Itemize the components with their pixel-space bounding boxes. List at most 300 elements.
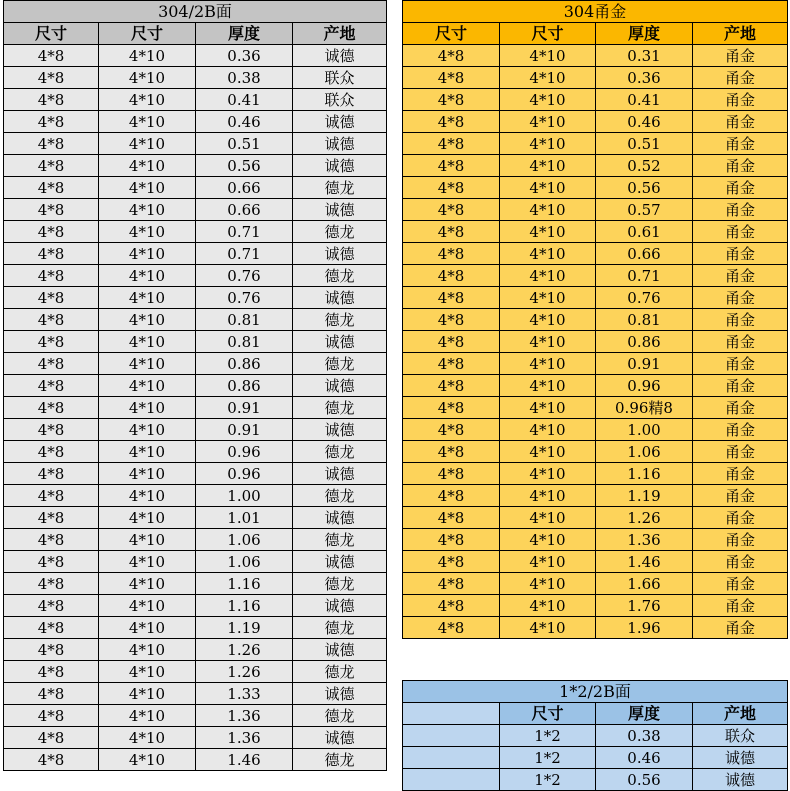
table-cell[interactable]: 4*8 (403, 507, 500, 529)
table-cell[interactable]: 4*10 (99, 265, 196, 287)
table-cell[interactable]: 4*10 (99, 749, 196, 771)
table-cell[interactable]: 4*8 (4, 529, 99, 551)
table-cell[interactable]: 4*8 (403, 331, 500, 353)
table-row (4, 485, 387, 507)
table-cell[interactable]: 甬金 (693, 89, 788, 111)
table-cell[interactable]: 4*8 (4, 661, 99, 683)
table-cell[interactable]: 0.56 (596, 177, 693, 199)
table-cell[interactable]: 0.96 (196, 441, 293, 463)
table-row (403, 89, 788, 111)
table-cell[interactable] (403, 769, 500, 791)
table-cell[interactable]: 0.41 (196, 89, 293, 111)
table-cell[interactable]: 甬金 (693, 595, 788, 617)
table-cell[interactable]: 诚德 (293, 595, 387, 617)
table-cell[interactable]: 诚德 (293, 375, 387, 397)
table-cell[interactable]: 0.81 (196, 331, 293, 353)
table-cell[interactable]: 0.66 (196, 199, 293, 221)
table-cell[interactable]: 德龙 (293, 749, 387, 771)
table-title-row (4, 1, 387, 23)
table-cell[interactable]: 0.36 (596, 67, 693, 89)
table-cell[interactable]: 1.26 (196, 639, 293, 661)
column-header: 厚度 (596, 23, 693, 45)
table-cell[interactable]: 4*8 (403, 573, 500, 595)
table-cell[interactable]: 1.00 (196, 485, 293, 507)
table-cell[interactable]: 甬金 (693, 265, 788, 287)
table-cell[interactable]: 4*10 (99, 375, 196, 397)
table-cell[interactable]: 4*8 (403, 45, 500, 67)
table-cell[interactable]: 甬金 (693, 177, 788, 199)
spacer (402, 662, 787, 680)
table-cell[interactable]: 4*10 (99, 353, 196, 375)
table-row (403, 485, 788, 507)
table-cell[interactable]: 4*10 (99, 199, 196, 221)
table-cell[interactable]: 4*8 (403, 595, 500, 617)
table-cell[interactable]: 4*8 (4, 221, 99, 243)
table-cell[interactable]: 4*10 (500, 199, 596, 221)
table-cell[interactable]: 4*10 (99, 221, 196, 243)
table-cell[interactable]: 诚德 (293, 639, 387, 661)
table-cell[interactable]: 4*10 (99, 683, 196, 705)
table-cell[interactable]: 1.19 (596, 485, 693, 507)
table-cell[interactable]: 4*8 (4, 45, 99, 67)
table-cell[interactable]: 甬金 (693, 485, 788, 507)
table-cell[interactable]: 诚德 (293, 45, 387, 67)
table-cell[interactable]: 0.71 (596, 265, 693, 287)
table-cell[interactable]: 4*10 (99, 133, 196, 155)
table-cell[interactable]: 诚德 (293, 463, 387, 485)
table-cell[interactable]: 4*8 (4, 177, 99, 199)
table-cell[interactable]: 0.81 (196, 309, 293, 331)
table-cell[interactable]: 4*10 (500, 463, 596, 485)
table-cell[interactable]: 4*10 (99, 441, 196, 463)
table-row (4, 617, 387, 639)
table-cell[interactable]: 1*2 (500, 769, 596, 791)
table-cell[interactable]: 甬金 (693, 221, 788, 243)
table-cell[interactable]: 4*10 (99, 89, 196, 111)
table-304-yongjin (402, 0, 788, 639)
table-row (403, 265, 788, 287)
table-row (4, 749, 387, 771)
table-cell[interactable]: 德龙 (293, 353, 387, 375)
table-cell[interactable]: 0.91 (196, 397, 293, 419)
table-title-row (403, 681, 788, 703)
table-cell[interactable]: 4*10 (500, 595, 596, 617)
column-header: 尺寸 (4, 23, 99, 45)
table-cell[interactable]: 1.96 (596, 617, 693, 639)
table-cell[interactable]: 4*10 (500, 287, 596, 309)
table-cell[interactable]: 1.06 (196, 551, 293, 573)
table-row (4, 639, 387, 661)
table-cell[interactable]: 4*8 (4, 67, 99, 89)
table-row (4, 287, 387, 309)
table-row (4, 177, 387, 199)
table-cell[interactable]: 1.26 (596, 507, 693, 529)
table-cell[interactable]: 0.96 (196, 463, 293, 485)
table-cell[interactable]: 联众 (293, 89, 387, 111)
table-cell[interactable]: 4*8 (403, 89, 500, 111)
table-cell[interactable]: 4*10 (500, 617, 596, 639)
table-cell[interactable]: 0.57 (596, 199, 693, 221)
table-cell[interactable]: 4*10 (500, 551, 596, 573)
table-row (403, 747, 788, 769)
table-cell[interactable]: 4*10 (500, 89, 596, 111)
table-cell[interactable]: 4*8 (4, 375, 99, 397)
table-row (4, 463, 387, 485)
table-cell[interactable]: 4*8 (4, 155, 99, 177)
table-cell[interactable]: 0.51 (196, 133, 293, 155)
table-cell[interactable]: 4*10 (500, 331, 596, 353)
table-cell[interactable]: 1.06 (596, 441, 693, 463)
table-cell[interactable]: 甬金 (693, 573, 788, 595)
table-cell[interactable]: 4*8 (403, 485, 500, 507)
table-cell[interactable]: 诚德 (293, 111, 387, 133)
table-cell[interactable]: 德龙 (293, 661, 387, 683)
table-cell[interactable]: 甬金 (693, 353, 788, 375)
table-row (4, 661, 387, 683)
table-cell[interactable]: 4*10 (500, 133, 596, 155)
table-cell[interactable]: 甬金 (693, 331, 788, 353)
table-row (403, 287, 788, 309)
table-cell[interactable]: 4*8 (4, 463, 99, 485)
table-cell[interactable]: 1*2 (500, 747, 596, 769)
table-cell[interactable]: 0.38 (196, 67, 293, 89)
table-row (4, 419, 387, 441)
table-cell[interactable]: 4*10 (500, 529, 596, 551)
table-cell[interactable]: 1.76 (596, 595, 693, 617)
table-cell[interactable]: 0.66 (196, 177, 293, 199)
table-cell[interactable]: 0.66 (596, 243, 693, 265)
table-cell[interactable]: 4*8 (4, 133, 99, 155)
table-cell[interactable]: 德龙 (293, 309, 387, 331)
table-row (403, 441, 788, 463)
table-cell[interactable]: 4*10 (99, 287, 196, 309)
table-cell[interactable]: 4*8 (4, 89, 99, 111)
table-cell[interactable]: 甬金 (693, 617, 788, 639)
table-cell[interactable]: 4*10 (500, 221, 596, 243)
table-cell[interactable]: 4*8 (403, 353, 500, 375)
table-cell[interactable]: 甬金 (693, 375, 788, 397)
table-cell[interactable]: 4*10 (99, 507, 196, 529)
table-cell[interactable]: 1.00 (596, 419, 693, 441)
table-cell[interactable]: 4*8 (403, 243, 500, 265)
table-cell[interactable]: 4*8 (4, 595, 99, 617)
table-row (4, 243, 387, 265)
table-row (403, 725, 788, 747)
table-cell[interactable]: 德龙 (293, 221, 387, 243)
table-cell[interactable]: 4*10 (500, 177, 596, 199)
table-cell[interactable]: 德龙 (293, 265, 387, 287)
table-cell[interactable]: 1.06 (196, 529, 293, 551)
table-cell[interactable]: 4*8 (4, 705, 99, 727)
table-cell[interactable]: 德龙 (293, 177, 387, 199)
table-row (4, 155, 387, 177)
table-cell[interactable]: 联众 (693, 725, 788, 747)
table-cell[interactable]: 甬金 (693, 309, 788, 331)
table-cell[interactable]: 4*10 (500, 441, 596, 463)
table-cell[interactable]: 联众 (293, 67, 387, 89)
table-cell[interactable]: 诚德 (693, 769, 788, 791)
table-cell[interactable]: 4*8 (403, 375, 500, 397)
table-cell[interactable]: 4*10 (99, 485, 196, 507)
table-cell[interactable]: 甬金 (693, 133, 788, 155)
table-row (4, 309, 387, 331)
table-cell[interactable]: 4*8 (403, 463, 500, 485)
table-row (403, 309, 788, 331)
column-header: 产地 (693, 703, 788, 725)
table-cell[interactable]: 德龙 (293, 617, 387, 639)
table-cell[interactable]: 4*10 (500, 507, 596, 529)
table-cell[interactable]: 德龙 (293, 529, 387, 551)
table-row (4, 45, 387, 67)
table-cell[interactable]: 4*8 (4, 353, 99, 375)
table-cell[interactable]: 4*10 (500, 309, 596, 331)
table-cell[interactable]: 4*8 (4, 683, 99, 705)
table-cell[interactable]: 4*8 (403, 441, 500, 463)
table-cell[interactable]: 4*8 (403, 397, 500, 419)
table-cell[interactable]: 1.26 (196, 661, 293, 683)
header-row (4, 23, 387, 45)
table-cell[interactable]: 0.81 (596, 309, 693, 331)
table-cell[interactable]: 甬金 (693, 419, 788, 441)
table-cell[interactable]: 0.91 (196, 419, 293, 441)
table-cell[interactable]: 4*10 (99, 529, 196, 551)
table-cell[interactable]: 0.71 (196, 243, 293, 265)
table-row (403, 331, 788, 353)
table-cell[interactable]: 0.86 (196, 353, 293, 375)
table-cell[interactable]: 1.16 (196, 573, 293, 595)
table-cell[interactable]: 4*10 (500, 155, 596, 177)
table-cell[interactable]: 诚德 (293, 727, 387, 749)
table-cell[interactable]: 4*8 (403, 309, 500, 331)
table-cell[interactable]: 1.66 (596, 573, 693, 595)
table-cell[interactable]: 甬金 (693, 551, 788, 573)
table-cell[interactable]: 4*10 (99, 727, 196, 749)
table-cell[interactable]: 4*10 (500, 485, 596, 507)
table-cell[interactable]: 4*8 (4, 551, 99, 573)
table-cell[interactable]: 4*10 (500, 67, 596, 89)
table-cell[interactable]: 4*8 (403, 199, 500, 221)
table-cell[interactable]: 诚德 (293, 243, 387, 265)
table-cell[interactable]: 1*2 (500, 725, 596, 747)
table-cell[interactable]: 德龙 (293, 441, 387, 463)
table-cell[interactable]: 0.76 (196, 265, 293, 287)
table-cell[interactable]: 4*8 (4, 419, 99, 441)
table-cell[interactable]: 4*8 (403, 67, 500, 89)
column-header: 尺寸 (500, 23, 596, 45)
table-cell[interactable]: 0.36 (196, 45, 293, 67)
table-cell[interactable]: 4*10 (99, 45, 196, 67)
table-cell[interactable]: 0.52 (596, 155, 693, 177)
table-cell[interactable]: 4*8 (4, 265, 99, 287)
table-row (4, 595, 387, 617)
table-cell[interactable]: 1.16 (196, 595, 293, 617)
table-cell[interactable]: 0.41 (596, 89, 693, 111)
table-row (4, 111, 387, 133)
table-cell[interactable]: 诚德 (293, 419, 387, 441)
table-cell[interactable]: 4*10 (500, 111, 596, 133)
table-cell[interactable]: 诚德 (293, 507, 387, 529)
table-cell[interactable]: 4*10 (99, 309, 196, 331)
table-cell[interactable]: 4*10 (99, 639, 196, 661)
table-cell[interactable]: 4*10 (500, 265, 596, 287)
table-cell[interactable]: 甬金 (693, 155, 788, 177)
table-cell[interactable]: 诚德 (693, 747, 788, 769)
table-cell[interactable]: 甬金 (693, 67, 788, 89)
table-cell[interactable]: 4*10 (500, 573, 596, 595)
table-cell[interactable]: 4*8 (4, 573, 99, 595)
table-row (403, 573, 788, 595)
table-title: 1*2/2B面 (403, 681, 788, 703)
table-row (4, 441, 387, 463)
table-cell[interactable]: 0.46 (596, 111, 693, 133)
table-cell[interactable]: 4*10 (99, 243, 196, 265)
table-cell[interactable]: 4*10 (99, 397, 196, 419)
table-cell[interactable]: 德龙 (293, 573, 387, 595)
table-cell[interactable]: 4*8 (403, 111, 500, 133)
table-cell[interactable]: 4*10 (500, 397, 596, 419)
column-header: 厚度 (596, 703, 693, 725)
table-cell[interactable]: 4*10 (500, 375, 596, 397)
table-row (403, 617, 788, 639)
table-cell[interactable]: 诚德 (293, 551, 387, 573)
table-cell[interactable]: 4*8 (4, 199, 99, 221)
table-row (403, 155, 788, 177)
table-cell[interactable]: 0.86 (196, 375, 293, 397)
table-cell[interactable]: 诚德 (293, 155, 387, 177)
table-cell[interactable]: 诚德 (293, 287, 387, 309)
table-cell[interactable]: 1.36 (196, 727, 293, 749)
table-cell[interactable]: 4*10 (99, 551, 196, 573)
table-cell[interactable]: 4*10 (99, 111, 196, 133)
header-row (403, 23, 788, 45)
table-cell[interactable]: 4*8 (403, 529, 500, 551)
table-cell[interactable]: 1.19 (196, 617, 293, 639)
table-cell[interactable]: 1.46 (196, 749, 293, 771)
table-cell[interactable]: 甬金 (693, 111, 788, 133)
table-cell[interactable]: 0.56 (196, 155, 293, 177)
table-cell[interactable]: 1.33 (196, 683, 293, 705)
table-cell[interactable]: 0.96 (596, 375, 693, 397)
table-cell[interactable]: 0.91 (596, 353, 693, 375)
table-cell[interactable]: 0.76 (196, 287, 293, 309)
table-cell[interactable]: 诚德 (293, 199, 387, 221)
table-cell[interactable]: 甬金 (693, 529, 788, 551)
table-cell[interactable]: 0.31 (596, 45, 693, 67)
table-cell[interactable]: 4*10 (99, 705, 196, 727)
table-cell[interactable]: 4*10 (99, 573, 196, 595)
table-cell[interactable]: 诚德 (293, 133, 387, 155)
table-cell[interactable]: 0.76 (596, 287, 693, 309)
table-cell[interactable]: 4*10 (99, 177, 196, 199)
table-cell[interactable]: 4*10 (99, 661, 196, 683)
table-cell[interactable]: 4*10 (500, 45, 596, 67)
table-cell[interactable]: 4*10 (99, 463, 196, 485)
table-cell[interactable]: 4*8 (403, 221, 500, 243)
table-cell[interactable]: 1.36 (196, 705, 293, 727)
table-cell[interactable]: 0.71 (196, 221, 293, 243)
table-cell[interactable]: 4*8 (403, 287, 500, 309)
table-cell[interactable]: 0.46 (196, 111, 293, 133)
table-cell[interactable]: 4*8 (4, 639, 99, 661)
table-cell[interactable]: 4*10 (99, 331, 196, 353)
table-cell[interactable]: 4*8 (4, 111, 99, 133)
table-cell[interactable]: 甬金 (693, 199, 788, 221)
table-cell[interactable]: 诚德 (293, 331, 387, 353)
table-row (4, 573, 387, 595)
table-cell[interactable]: 甬金 (693, 397, 788, 419)
table-row (4, 507, 387, 529)
table-row (403, 397, 788, 419)
table-cell[interactable]: 诚德 (293, 683, 387, 705)
table-cell[interactable]: 4*10 (500, 419, 596, 441)
table-cell[interactable]: 1.16 (596, 463, 693, 485)
table-cell[interactable]: 0.61 (596, 221, 693, 243)
table-row (403, 67, 788, 89)
table-cell[interactable]: 甬金 (693, 441, 788, 463)
table-cell[interactable]: 甬金 (693, 287, 788, 309)
table-cell[interactable]: 4*10 (500, 353, 596, 375)
table-cell[interactable]: 4*8 (4, 749, 99, 771)
table-cell[interactable]: 德龙 (293, 705, 387, 727)
table-cell[interactable]: 甬金 (693, 507, 788, 529)
table-row (4, 133, 387, 155)
table-cell[interactable]: 0.96精8 (596, 397, 693, 419)
table-cell[interactable]: 4*10 (99, 419, 196, 441)
table-cell[interactable]: 4*8 (403, 617, 500, 639)
table-cell[interactable]: 0.56 (596, 769, 693, 791)
table-cell[interactable]: 4*8 (403, 419, 500, 441)
table-cell[interactable]: 4*8 (4, 243, 99, 265)
table-cell[interactable]: 4*8 (4, 441, 99, 463)
table-cell[interactable]: 4*10 (500, 243, 596, 265)
table-cell[interactable]: 1.46 (596, 551, 693, 573)
table-cell[interactable]: 4*8 (4, 309, 99, 331)
table-cell[interactable]: 德龙 (293, 397, 387, 419)
table-cell[interactable]: 4*8 (403, 133, 500, 155)
table-cell[interactable]: 0.86 (596, 331, 693, 353)
table-cell[interactable]: 4*8 (4, 331, 99, 353)
table-cell[interactable]: 4*8 (403, 155, 500, 177)
table-cell[interactable]: 1.01 (196, 507, 293, 529)
table-row (4, 67, 387, 89)
table-cell[interactable]: 0.46 (596, 747, 693, 769)
table-cell[interactable]: 0.51 (596, 133, 693, 155)
table-cell[interactable]: 1.36 (596, 529, 693, 551)
table-cell[interactable]: 4*8 (403, 265, 500, 287)
table-cell[interactable]: 4*10 (99, 617, 196, 639)
table-row (403, 375, 788, 397)
table-cell[interactable]: 0.38 (596, 725, 693, 747)
table-cell[interactable]: 4*8 (403, 551, 500, 573)
table-cell[interactable]: 4*8 (4, 617, 99, 639)
table-cell[interactable]: 德龙 (293, 485, 387, 507)
table-cell[interactable] (403, 725, 500, 747)
table-cell[interactable]: 4*10 (99, 155, 196, 177)
table-cell[interactable]: 4*8 (4, 397, 99, 419)
table-cell[interactable]: 甬金 (693, 243, 788, 265)
table-cell[interactable]: 4*8 (4, 507, 99, 529)
table-cell[interactable]: 4*10 (99, 595, 196, 617)
table-cell[interactable]: 甬金 (693, 45, 788, 67)
table-row (4, 551, 387, 573)
table-cell[interactable]: 4*8 (4, 485, 99, 507)
table-cell[interactable]: 甬金 (693, 463, 788, 485)
table-cell[interactable]: 4*8 (4, 727, 99, 749)
table-cell[interactable]: 4*8 (403, 177, 500, 199)
table-cell[interactable]: 4*8 (4, 287, 99, 309)
table-cell[interactable]: 4*10 (99, 67, 196, 89)
table-cell[interactable] (403, 747, 500, 769)
